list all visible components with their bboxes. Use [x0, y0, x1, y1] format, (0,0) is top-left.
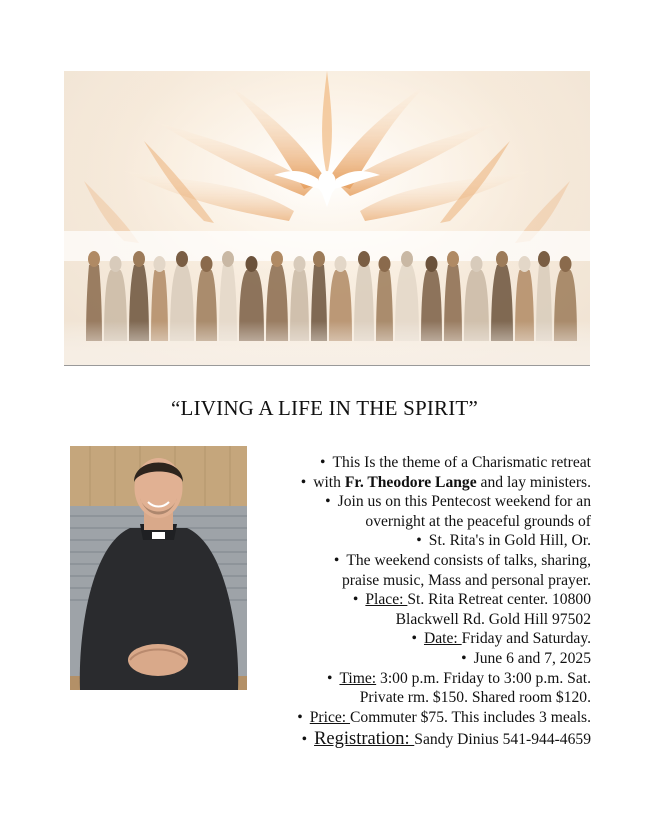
list-item: • This Is the theme of a Charismatic retreat — [320, 454, 591, 471]
page-title: “LIVING A LIFE IN THE SPIRIT” — [171, 396, 478, 420]
list-item: • St. Rita's in Gold Hill, Or. — [416, 532, 591, 550]
list-item-continuation: overnight at the peaceful grounds of — [365, 512, 591, 530]
list-item: • The weekend consists of talks, sharing, — [333, 551, 591, 569]
date-label: Date: — [423, 630, 462, 648]
list-item-place: • Place: St. Rita Retreat center. 10800 — [352, 591, 591, 609]
pentecost-illustration — [64, 71, 590, 365]
priest-portrait — [70, 446, 247, 690]
priest-photo — [70, 446, 247, 690]
list-item-date: • Date: Friday and Saturday. — [411, 630, 591, 648]
list-item: • Join us on this Pentecost weekend for an — [325, 493, 591, 511]
time-label: Time: — [339, 669, 377, 687]
list-item-price: • Price: Commuter $75. This includes 3 meals. — [297, 708, 591, 726]
list-item-registration: • Registration: Sandy Dinius 541-944-4659 — [301, 729, 591, 750]
retreat-details-list — [254, 453, 591, 751]
list-item-time: • Time: 3:00 p.m. Friday to 3:00 p.m. Sat. — [326, 669, 591, 687]
presenter-name: Fr. Theodore Lange — [344, 473, 477, 491]
list-item-continuation: praise music, Mass and personal prayer. — [342, 571, 591, 589]
list-item: • with Fr. Theodore Lange and lay ministers. — [300, 473, 591, 491]
registration-label: Registration: — [314, 729, 415, 750]
list-item: • June 6 and 7, 2025 — [461, 649, 591, 667]
price-label: Price: — [309, 708, 351, 726]
list-item-continuation: Private rm. $150. Shared room $120. — [359, 689, 591, 707]
list-item-continuation: Blackwell Rd. Gold Hill 97502 — [395, 610, 591, 628]
pentecost-banner-image — [64, 71, 590, 366]
place-label: Place: — [365, 591, 408, 609]
